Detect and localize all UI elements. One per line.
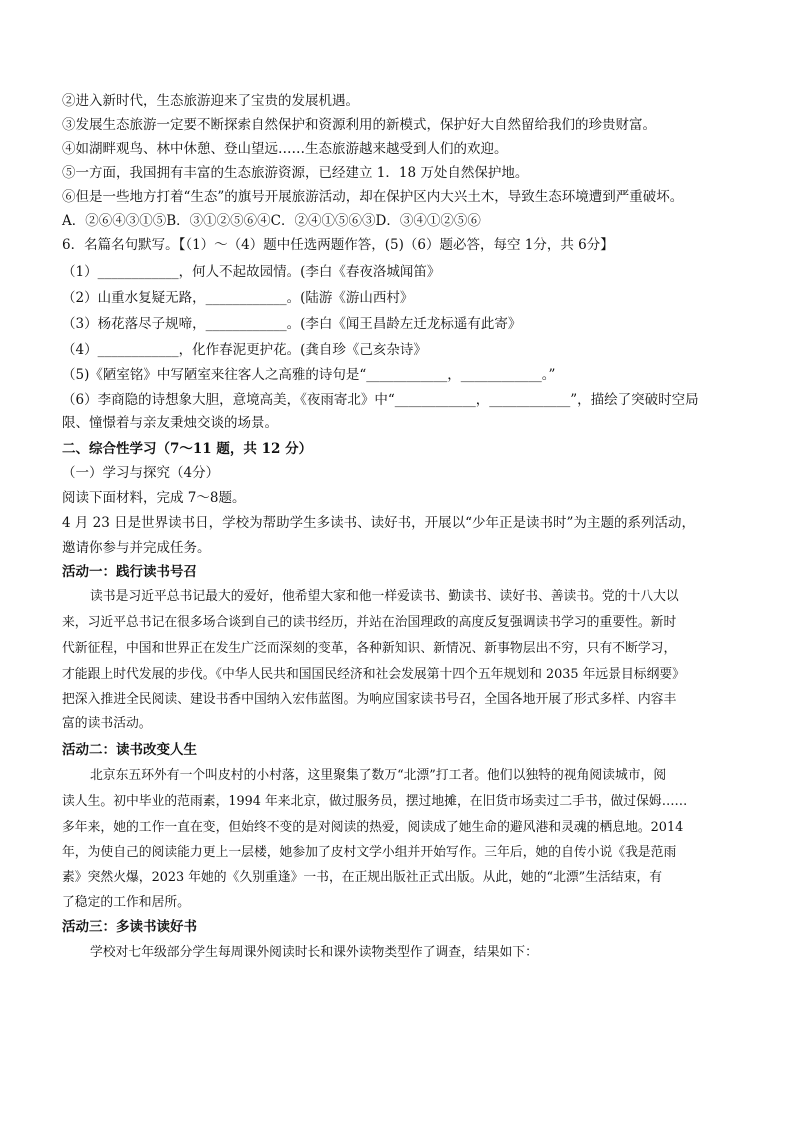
- section-2-intro-1: 阅读下面材料，完成 7～8题。: [62, 490, 246, 506]
- question-6-item-1: （1）____________，何人不起故园情。(李白《春夜洛城闻笛》: [62, 264, 441, 280]
- activity-2-line: 多年来，她的工作一直在变，但始终不变的是对阅读的热爱，阅读成了她生命的避风港和灵魂的栖息地。2014: [62, 820, 684, 835]
- activity-1-title: 活动一：践行读书号召: [62, 564, 197, 580]
- answer-choices: A．②⑥④③①⑤B．③①②⑤⑥④C．②④①⑤⑥③D．③④①②⑤⑥: [62, 213, 481, 229]
- activity-1-line: 才能跟上时代发展的步伐。《中华人民共和国国民经济和社会发展第十四个五年规划和 2035 年远景目标纲要》: [62, 667, 685, 682]
- question-6-item-4: （4）____________，化作春泥更护花。(龚自珍《己亥杂诗》: [62, 342, 427, 358]
- activity-2-line: 年，为使自己的阅读能力更上一层楼，她参加了皮村文学小组并开始写作。三年后，她的自传小说《我是范雨: [62, 845, 677, 860]
- activity-1-line: 富的读书活动。: [62, 716, 152, 731]
- question-6-item-5: （5)《陋室铭》中写陋室来往客人之高雅的诗句是“____________，____________。”: [62, 367, 556, 383]
- option-5: ⑤一方面，我国拥有丰富的生态旅游资源，已经建立 1．18 万处自然保护地。: [62, 165, 529, 181]
- option-2: ②进入新时代，生态旅游迎来了宝贵的发展机遇。: [62, 93, 359, 109]
- section-2-sub: （一）学习与探究（4分）: [62, 465, 220, 481]
- question-6-title: 6．名篇名句默写。【（1）～（4）题中任选两题作答，(5)（6）题必答，每空 1分，共 6分】: [62, 237, 614, 253]
- option-4: ④如湖畔观鸟、林中休憩、登山望远……生态旅游越来越受到人们的欢迎。: [62, 141, 508, 157]
- question-6-item-2: （2）山重水复疑无路，____________。(陆游《游山西村》: [62, 290, 414, 306]
- activity-3-title: 活动三：多读书读好书: [62, 919, 197, 935]
- activity-1-line: 代新征程，中国和世界正在发生广泛而深刻的变革，各种新知识、新情况、新事物层出不穷，只有不断学习，: [62, 641, 677, 656]
- option-6: ⑥但是一些地方打着“生态”的旗号开展旅游活动，却在保护区内大兴土木，导致生态环境遭到严重破坏。: [62, 189, 684, 205]
- activity-1-line: 把深入推进全民阅读、建设书香中国纳入宏伟蓝图。为响应国家读书号召，全国各地开展了形式多样、内容丰: [62, 692, 677, 707]
- activity-2-line: 读人生。初中毕业的范雨素，1994 年来北京，做过服务员，摆过地摊，在旧货市场卖过二手书，做过保姆……: [62, 794, 688, 809]
- section-2-intro-3: 邀请你参与并完成任务。: [62, 540, 211, 556]
- question-6-item-3: （3）杨花落尽子规啼，____________。(李白《闻王昌龄左迁龙标遥有此寄》: [62, 316, 522, 332]
- activity-2-line: 素》突然火爆，2023 年她的《久别重逢》一书，在正规出版社正式出版。从此，她的“北漂”生活结束，有: [62, 870, 662, 885]
- option-3: ③发展生态旅游一定要不断探索自然保护和资源利用的新模式，保护好大自然留给我们的珍贵财富。: [62, 117, 656, 133]
- activity-2-line: 了稳定的工作和居所。: [62, 895, 190, 910]
- question-6-item-6-cont: 限、憧憬着与亲友秉烛交谈的场景。: [62, 415, 278, 431]
- activity-3-line: 学校对七年级部分学生每周课外阅读时长和课外读物类型作了调查，结果如下：: [90, 945, 538, 960]
- section-2-heading: 二、综合性学习（7～11 题，共 12 分）: [62, 441, 313, 457]
- activity-1-line: 来，习近平总书记在很多场合谈到自己的读书经历，并站在治国理政的高度反复强调读书学习的重要性。新时: [62, 615, 677, 630]
- activity-2-line: 北京东五环外有一个叫皮村的小村落，这里聚集了数万“北漂”打工者。他们以独特的视角阅读城市，阅: [90, 768, 667, 783]
- activity-2-title: 活动二：读书改变人生: [62, 742, 197, 758]
- question-6-item-6: （6）李商隐的诗想象大胆，意境高美，《夜雨寄北》中“____________，____________”，描绘了突破时空局: [62, 392, 699, 408]
- section-2-intro-2: 4 月 23 日是世界读书日，学校为帮助学生多读书、读好书，开展以“少年正是读书时”为主题的系列活动，: [62, 515, 695, 531]
- activity-1-line: 读书是习近平总书记最大的爱好，他希望大家和他一样爱读书、勤读书、读好书、善读书。党的十八大以: [90, 589, 679, 604]
